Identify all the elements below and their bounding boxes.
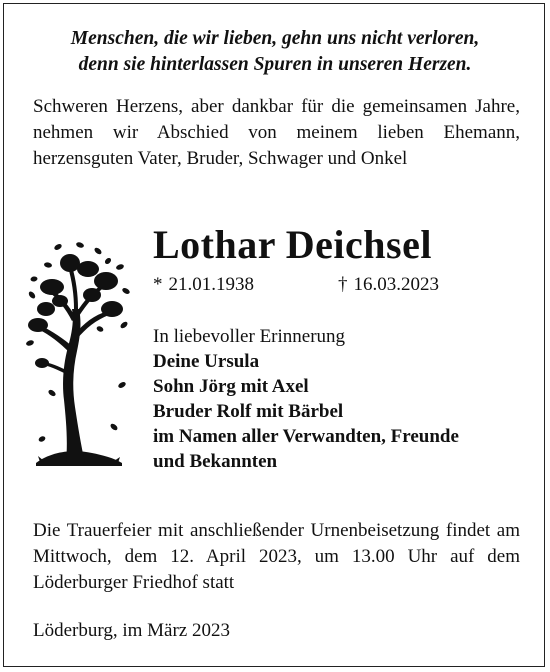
mourner-name: Bruder Rolf mit Bärbel [153, 401, 344, 422]
mourners-block [153, 324, 459, 474]
motto-line-2: denn sie hinterlassen Spuren in unseren Herzen. [78, 54, 472, 75]
motto-line-1: Menschen, die wir lieben, gehn uns nicht verloren, [70, 28, 480, 49]
mourner-name: und Bekannten [153, 451, 278, 472]
ceremony-text: Die Trauerfeier mit anschließender Urnenbeisetzung findet am Mittwoch, dem 12. April 2023, um 13.00 Uhr auf dem Löderburger Friedhof statt [33, 520, 520, 593]
mourner-name: im Namen aller Verwandten, Freunde [153, 426, 459, 447]
deceased-name: Lothar Deichsel [153, 222, 432, 267]
cross-icon: † [338, 274, 348, 295]
intro-text: Schweren Herzens, aber dankbar für die gemeinsamen Jahre, nehmen wir Abschied von meinem lieben Ehemann, herzensguten Vater, Bruder, Schwager und Onkel [33, 96, 520, 169]
birth-date [153, 272, 254, 298]
remembrance-line: In liebevoller Erinnerung [153, 326, 346, 347]
mourner-name: Sohn Jörg mit Axel [153, 376, 309, 397]
birth-symbol: * [153, 274, 163, 295]
tree-silhouette-icon [22, 225, 142, 475]
place-and-date: Löderburg, im März 2023 [33, 620, 230, 641]
mourner-name: Deine Ursula [153, 351, 260, 372]
death-date-value: 16.03.2023 [353, 274, 439, 295]
birth-date-value: 21.01.1938 [168, 274, 254, 295]
death-date [338, 272, 439, 298]
motto-quote [0, 26, 550, 78]
